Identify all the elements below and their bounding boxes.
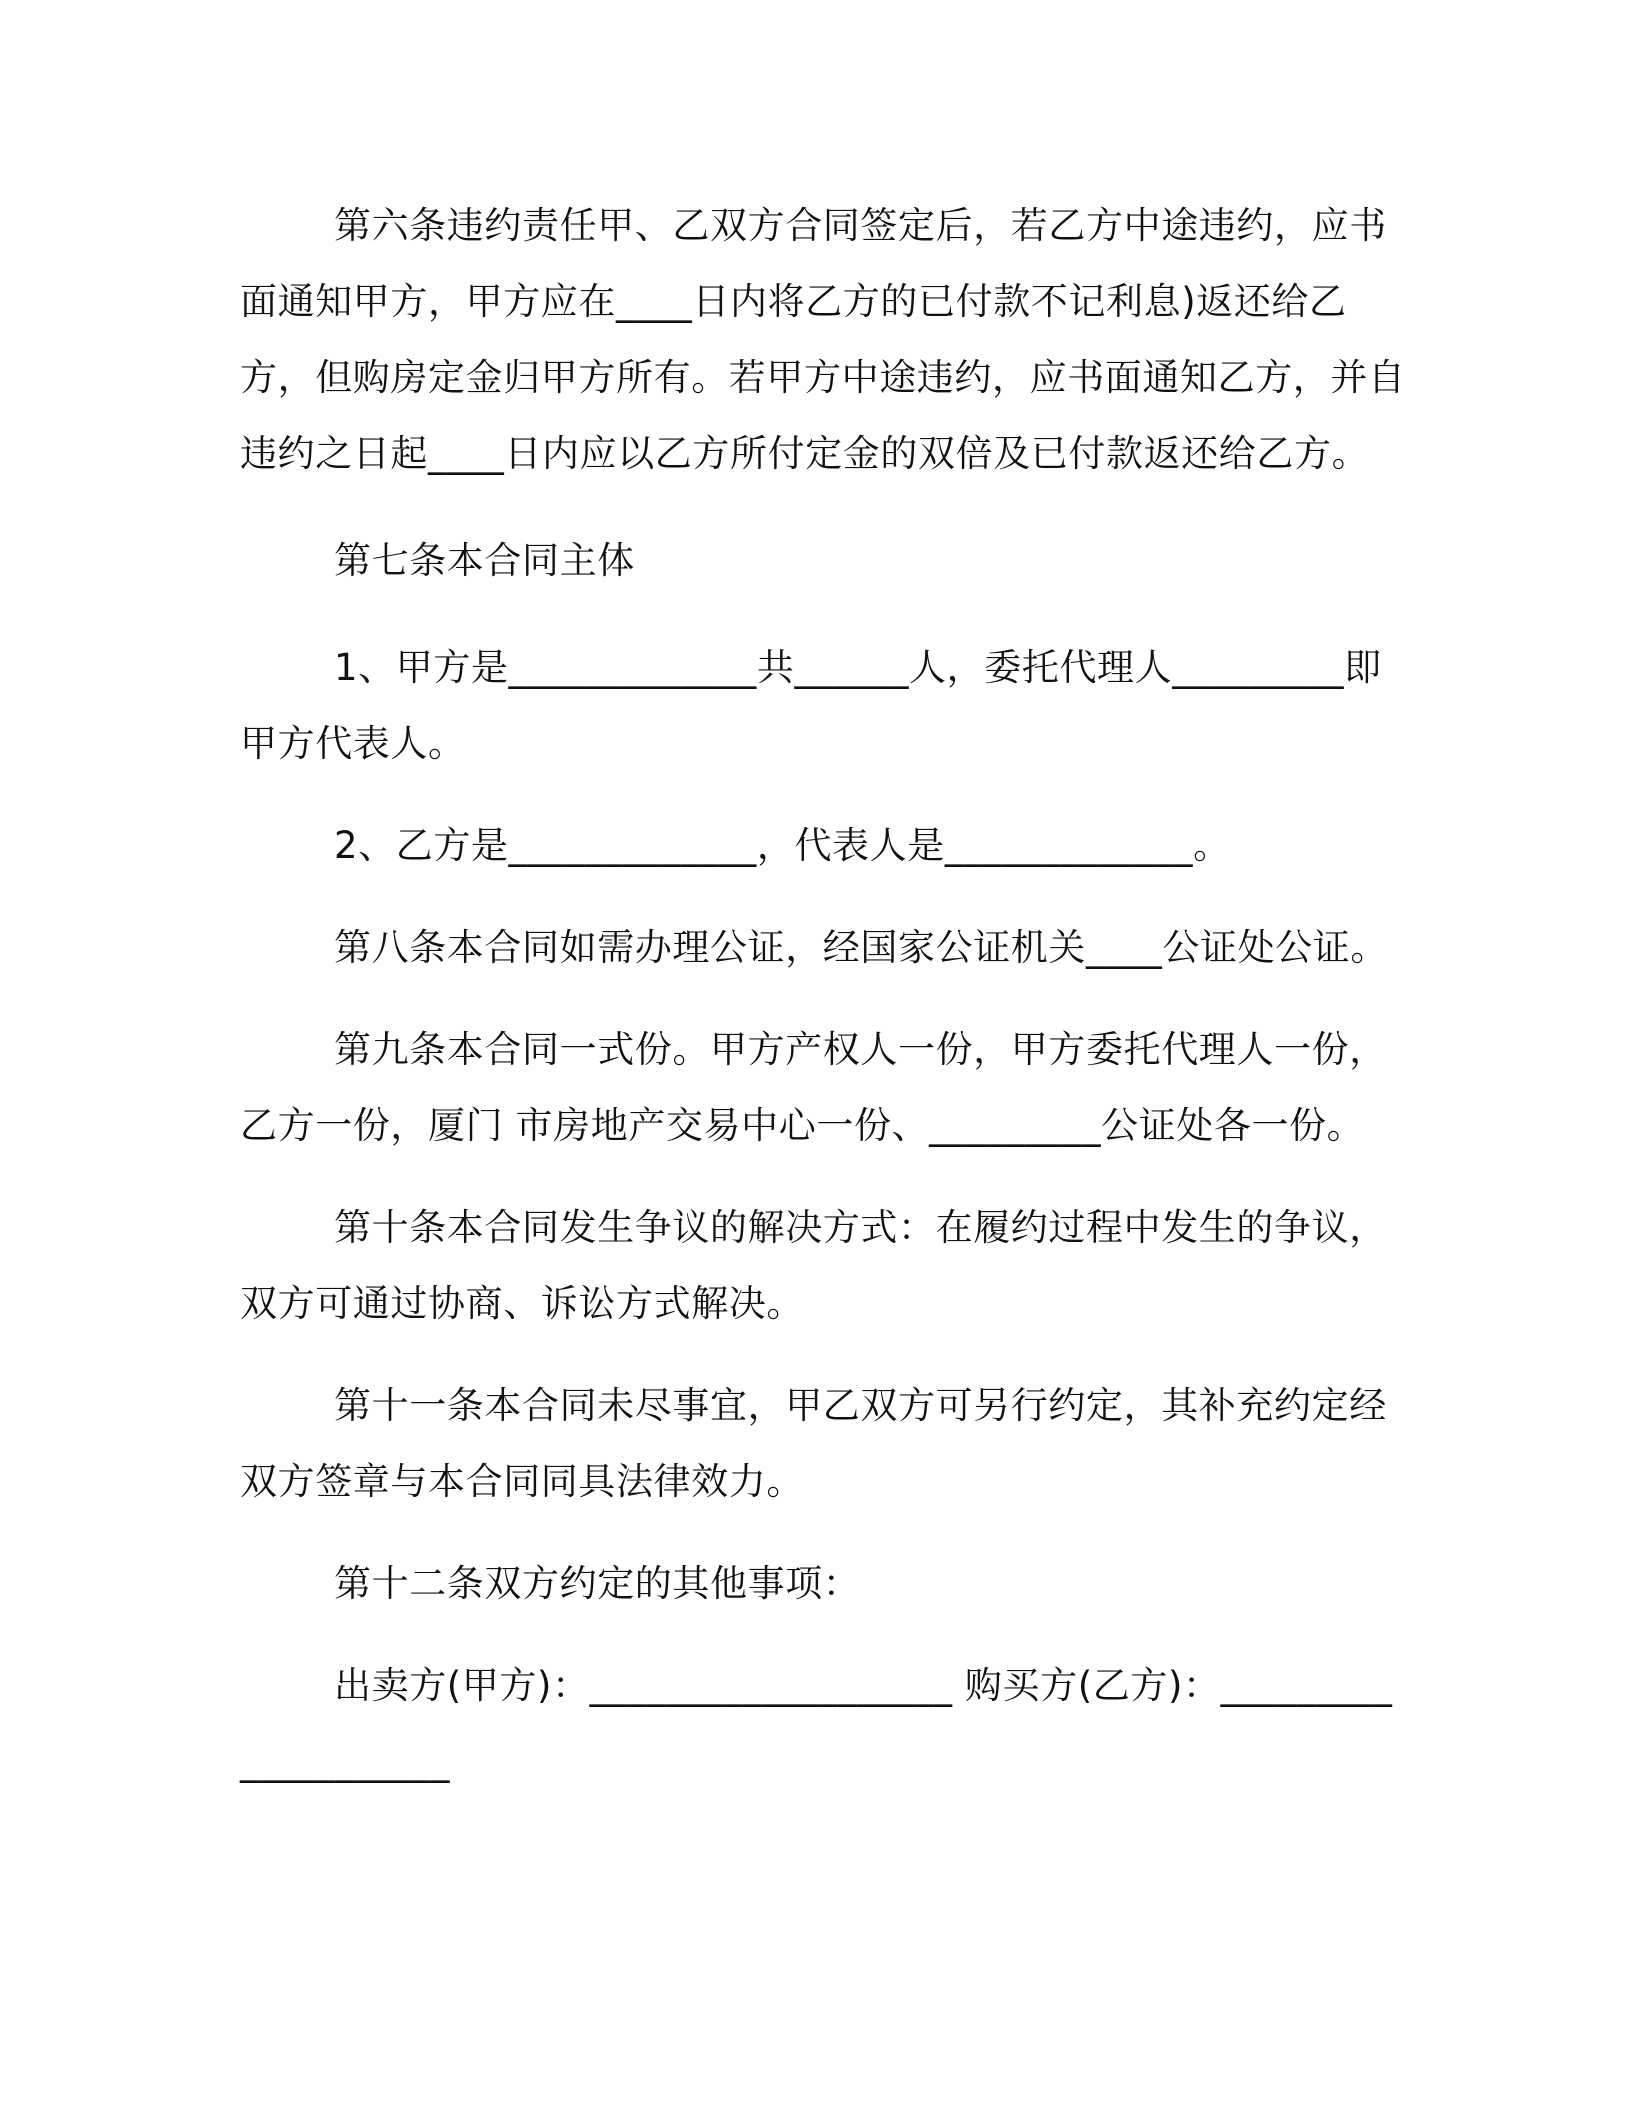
article-9-copies: 第九条本合同一式份。甲方产权人一份，甲方委托代理人一份，乙方一份，厦门 市房地产交易中心一份、_________公证处各一份。 — [240, 1028, 1387, 1147]
article-12-other-matters: 第十二条双方约定的其他事项： — [334, 1562, 861, 1605]
article-8-notarization: 第八条本合同如需办理公证，经国家公证机关____公证处公证。 — [334, 926, 1388, 969]
article-11-supplementary: 第十一条本合同未尽事宜，甲乙双方可另行约定，其补充约定经双方签章与本合同同具法律效力。 — [240, 1384, 1387, 1503]
signature-line: 出卖方(甲方)：___________________ 购买方(乙方)：____________________ — [240, 1664, 1393, 1783]
party-a-clause: 1、甲方是_____________共______人，委托代理人_________即甲方代表人。 — [240, 646, 1382, 765]
party-b-clause: 2、乙方是_____________，代表人是_____________。 — [334, 824, 1231, 867]
article-10-disputes: 第十条本合同发生争议的解决方式：在履约过程中发生的争议，双方可通过协商、诉讼方式解决。 — [240, 1206, 1387, 1325]
article-6-breach-liability: 第六条违约责任甲、乙双方合同签定后，若乙方中途违约，应书面通知甲方，甲方应在____日内将乙方的已付款不记利息)返还给乙方，但购房定金归甲方所有。若甲方中途违约，应书面通知乙方，并自违约之日起____日内应以乙方所付定金的双倍及已付款返还给乙方。 — [240, 204, 1406, 475]
document-body — [240, 188, 1408, 1800]
article-7-heading: 第七条本合同主体 — [334, 539, 635, 582]
